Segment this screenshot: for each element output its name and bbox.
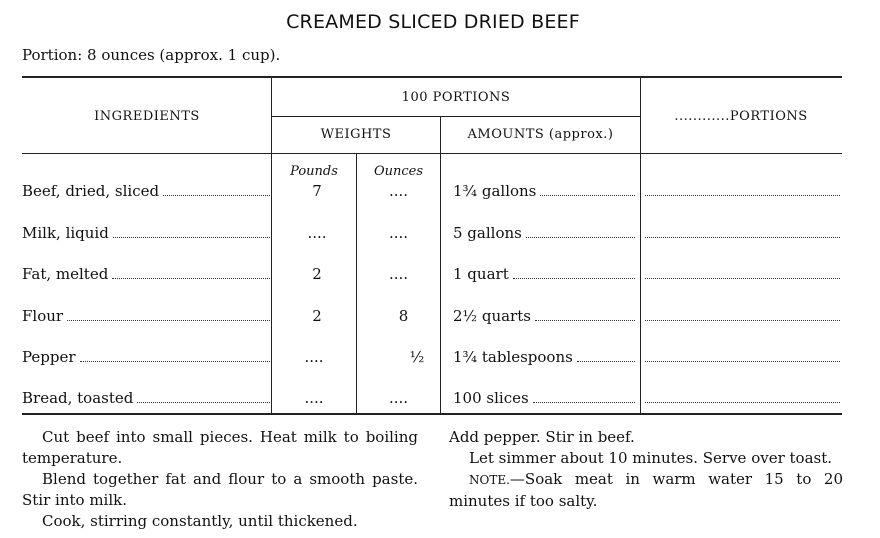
direction-step: Cut beef into small pieces. Heat milk to boiling temperature. [22,428,418,467]
ounces-value: .... [388,224,409,242]
header-ingredients: INGREDIENTS [94,109,200,124]
amount-cell [453,224,637,242]
header-bottom-rule [22,153,842,154]
note-text: —Soak meat in warm water 15 to 20 minutes if too salty. [449,470,843,510]
portion-note: Portion: 8 ounces (approx. 1 cup). [22,46,281,64]
table-row [22,224,272,242]
dot-leader [526,237,635,238]
ingredient-name: Beef, dried, sliced [22,182,160,200]
dot-leader [112,278,270,279]
dot-leader [163,195,270,196]
portions-blank-line [645,195,840,196]
pounds-value: .... [304,389,324,407]
ounces-value: ½ [409,348,425,366]
pounds-value: .... [307,224,327,242]
note-paragraph [449,469,843,512]
direction-step: Cook, stirring constantly, until thickened. [42,512,358,530]
weights-header-rule [272,116,640,117]
dot-leader [67,320,270,321]
direction-step: Blend together fat and flour to a smooth paste. Stir into milk. [22,470,418,509]
table-row [22,307,272,325]
portions-blank-line [645,278,840,279]
header-weights: WEIGHTS [320,127,392,142]
portions-blank-line [645,237,840,238]
dot-leader [513,278,635,279]
unit-pounds: Pounds [290,164,338,179]
recipe-title: CREAMED SLICED DRIED BEEF [286,11,580,33]
direction-step: Add pepper. Stir in beef. [449,428,635,446]
ingredient-name: Pepper [22,348,76,366]
ounces-value: .... [388,389,409,407]
pounds-value: 2 [312,265,322,283]
portions-column-rule [640,78,641,413]
header-amounts: AMOUNTS (approx.) [467,127,614,142]
amount-value: 1¾ tablespoons [453,348,573,366]
ounces-value: 8 [398,307,409,325]
amount-cell [453,348,637,366]
header-portions-blank: ............PORTIONS [674,109,808,124]
unit-ounces: Ounces [373,164,424,179]
ounces-value: .... [388,265,409,283]
dot-leader [535,320,635,321]
portions-blank-line [645,320,840,321]
pounds-value: 7 [312,182,322,200]
ingredient-name: Flour [22,307,64,325]
amount-value: 100 slices [453,389,529,407]
direction-step: Let simmer about 10 minutes. Serve over toast. [469,449,833,467]
ingredient-name: Milk, liquid [22,224,109,242]
pounds-value: .... [304,348,324,366]
header-100-portions: 100 PORTIONS [401,90,511,105]
table-row [22,265,272,283]
dot-leader [577,361,635,362]
amount-cell [453,265,637,283]
weights-amounts-rule [440,117,441,413]
dot-leader [80,361,270,362]
amount-cell [453,307,637,325]
amount-value: 1 quart [453,265,509,283]
directions-right [449,427,843,512]
portions-blank-line [645,402,840,403]
table-bottom-rule [22,413,842,415]
table-row [22,348,272,366]
dot-leader [113,237,270,238]
amount-cell [453,389,637,407]
note-label: NOTE. [469,473,510,487]
ingredient-name: Fat, melted [22,265,109,283]
ounces-value: .... [388,182,409,200]
dot-leader [137,402,270,403]
amount-value: 5 gallons [453,224,522,242]
amount-value: 1¾ gallons [453,182,537,200]
dot-leader [533,402,635,403]
table-row [22,182,272,200]
dot-leader [540,195,635,196]
amount-value: 2½ quarts [453,307,531,325]
directions-left [22,427,418,532]
ingredient-name: Bread, toasted [22,389,134,407]
pounds-value: 2 [312,307,322,325]
portions-blank-line [645,361,840,362]
table-row [22,389,272,407]
table-top-rule [22,76,842,78]
amount-cell [453,182,637,200]
